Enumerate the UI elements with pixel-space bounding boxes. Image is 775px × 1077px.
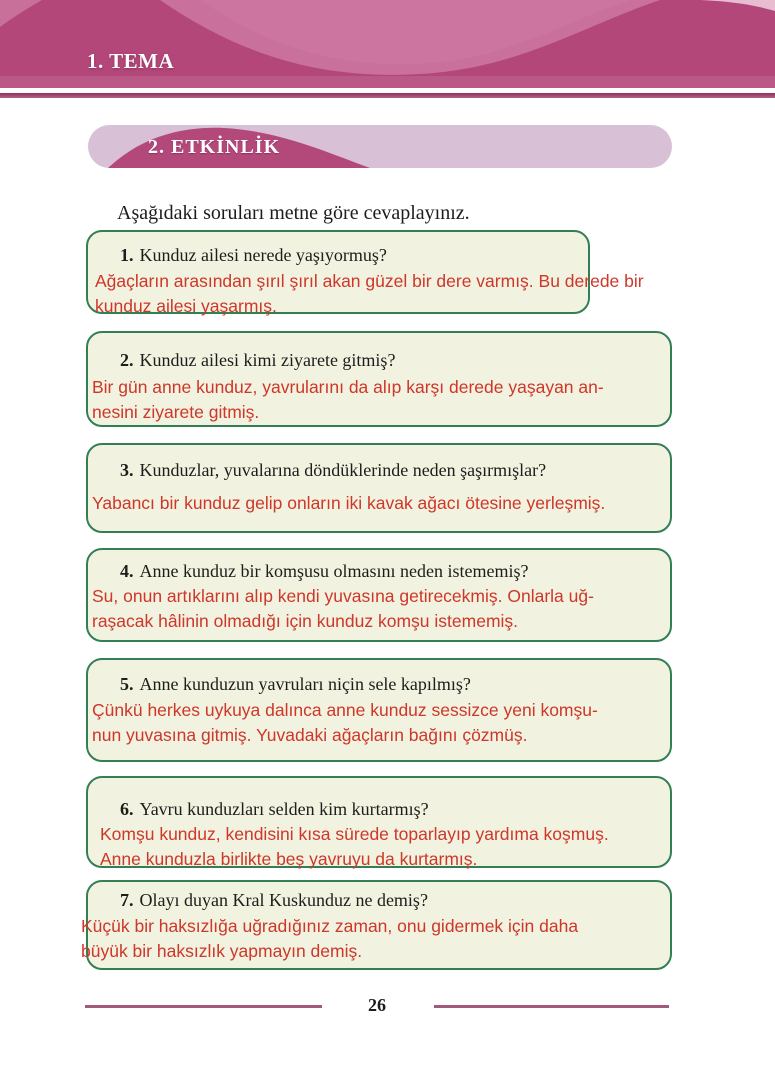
question-number: 5. <box>120 674 134 694</box>
answer-text <box>88 491 670 516</box>
question-label: Olayı duyan Kral Kuskunduz ne demiş? <box>139 890 428 910</box>
question-label: Kunduz ailesi nerede yaşıyormuş? <box>139 245 387 265</box>
question-number: 6. <box>120 799 134 819</box>
question-label: Kunduzlar, yuvalarına döndüklerinde neden şaşırmışlar? <box>139 460 547 480</box>
header-wave-graphic <box>0 0 775 88</box>
answer-line: Komşu kunduz, kendisini kısa sürede toparlayıp yardıma koşmuş. <box>100 824 609 844</box>
header-divider-line <box>0 93 775 98</box>
answer-line: Ağaçların arasından şırıl şırıl akan güzel bir dere varmış. Bu derede bir <box>95 271 644 291</box>
answer-text <box>88 375 670 425</box>
answer-line: Küçük bir haksızlığa uğradığınız zaman, onu gidermek için daha <box>81 916 579 936</box>
answer-text <box>88 269 644 319</box>
question-text <box>88 798 670 820</box>
question-number: 4. <box>120 561 134 581</box>
answer-line: nesini ziyarete gitmiş. <box>92 402 260 422</box>
answer-line: Yabancı bir kunduz gelip onların iki kavak ağacı ötesine yerleşmiş. <box>92 493 606 513</box>
question-label: Kunduz ailesi kimi ziyarete gitmiş? <box>139 350 396 370</box>
instruction-text: Aşağıdaki soruları metne göre cevaplayınız. <box>117 202 470 224</box>
theme-title: 1. TEMA <box>87 49 175 73</box>
question-box-7 <box>81 880 672 970</box>
question-label: Yavru kunduzları selden kim kurtarmış? <box>139 799 429 819</box>
answer-line: nun yuvasına gitmiş. Yuvadaki ağaçların bağını çözmüş. <box>92 725 528 745</box>
question-box-5 <box>86 658 672 762</box>
question-text <box>88 349 670 371</box>
answer-text <box>88 584 670 634</box>
answer-line: Anne kunduzla birlikte beş yavruyu da kurtarmış. <box>100 849 478 869</box>
answer-line: büyük bir haksızlık yapmayın demiş. <box>81 941 363 961</box>
question-number: 7. <box>120 890 134 910</box>
question-number: 2. <box>120 350 134 370</box>
question-number: 3. <box>120 460 134 480</box>
answer-line: Su, onun artıklarını alıp kendi yuvasına getirecekmiş. Onlarla uğ- <box>92 586 594 606</box>
answer-text <box>88 822 670 872</box>
question-box-3 <box>86 443 672 533</box>
question-text <box>88 459 670 481</box>
activity-title: 2. ETKİNLİK <box>148 136 281 158</box>
page-number: 26 <box>368 995 386 1015</box>
question-box-6 <box>86 776 672 868</box>
page-header <box>0 0 775 88</box>
answer-line: raşacak hâlinin olmadığı için kunduz komşu istememiş. <box>92 611 519 631</box>
answer-text <box>88 698 670 748</box>
footer-rule-left <box>85 1005 322 1008</box>
question-text <box>88 560 670 582</box>
answer-line: Bir gün anne kunduz, yavrularını da alıp karşı derede yaşayan an- <box>92 377 604 397</box>
footer-rule-right <box>434 1005 669 1008</box>
question-box-4 <box>86 548 672 642</box>
answer-line: kunduz ailesi yaşarmış. <box>95 296 277 316</box>
question-box-2 <box>86 331 672 427</box>
question-text <box>88 889 670 911</box>
question-label: Anne kunduz bir komşusu olmasını neden istememiş? <box>139 561 529 581</box>
activity-banner <box>88 125 672 168</box>
question-text <box>88 673 670 695</box>
question-label: Anne kunduzun yavruları niçin sele kapılmış? <box>139 674 471 694</box>
answer-line: Çünkü herkes uykuya dalınca anne kunduz sessizce yeni komşu- <box>92 700 598 720</box>
answer-text <box>81 914 670 964</box>
question-box-1 <box>86 230 644 316</box>
question-text <box>88 244 588 266</box>
question-number: 1. <box>120 245 134 265</box>
